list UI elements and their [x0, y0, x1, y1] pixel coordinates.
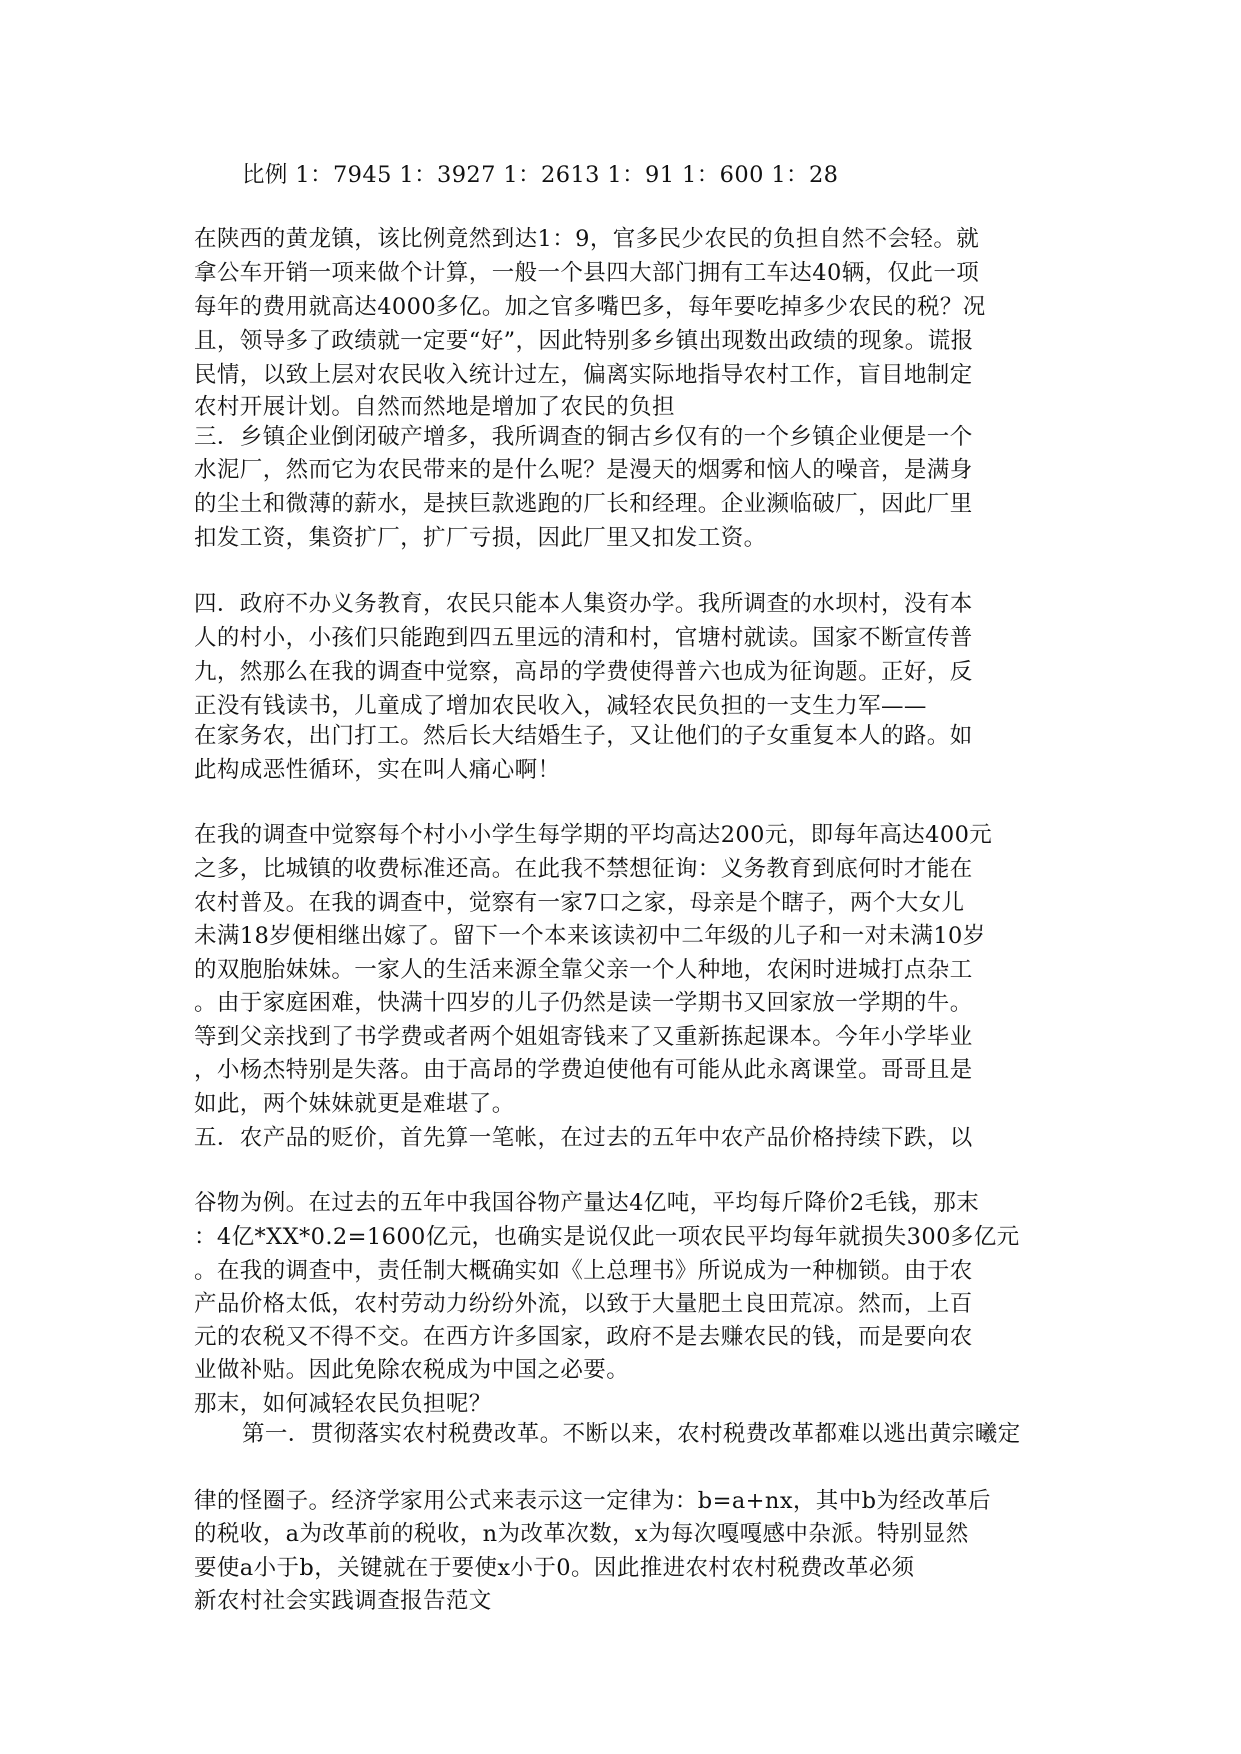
ratio-line: 比例 1：7945 1：3927 1：2613 1：91 1：600 1：28	[242, 162, 839, 188]
paragraph-line: ：4亿*XX*0.2=1600亿元，也确实是说仅此一项农民平均每年就损失300多亿元	[194, 1224, 1020, 1250]
paragraph-line: 民情，以致上层对农民收入统计过左，偏离实际地指导农村工作，盲目地制定	[194, 362, 973, 388]
paragraph-line: 的税收，a为改革前的税收，n为改革次数，x为每次嘎嘎感中杂派。特别显然	[194, 1521, 969, 1547]
paragraph-line: 的双胞胎妹妹。一家人的生活来源全靠父亲一个人种地，农闲时进城打点杂工	[194, 957, 973, 983]
paragraph-line: 九，然那么在我的调查中觉察，高昂的学费使得普六也成为征询题。正好，反	[194, 659, 973, 685]
section-heading-line: 四．政府不办义务教育，农民只能本人集资办学。我所调查的水坝村，没有本	[194, 591, 973, 617]
paragraph-line: 人的村小，小孩们只能跑到四五里远的清和村，官塘村就读。国家不断宣传普	[194, 625, 973, 651]
section-heading-line: 律的怪圈子。经济学家用公式来表示这一定律为：b=a+nx，其中b为经改革后	[194, 1488, 991, 1514]
paragraph-line: 且，领导多了政绩就一定要“好”，因此特别多乡镇出现数出政绩的现象。谎报	[194, 328, 974, 354]
paragraph-line: 如此，两个妹妹就更是难堪了。	[194, 1091, 515, 1117]
paragraph-line: 新农村社会实践调查报告范文	[194, 1588, 492, 1614]
paragraph-line: 业做补贴。因此免除农税成为中国之必要。	[194, 1357, 630, 1383]
paragraph-line: 要使a小于b，关键就在于要使x小于0。因此推进农村农村税费改革必须	[194, 1555, 915, 1581]
paragraph-line: 农村开展计划。自然而然地是增加了农民的负担	[194, 394, 675, 420]
paragraph-line: 五．农产品的贬价，首先算一笔帐，在过去的五年中农产品价格持续下跌，以	[194, 1125, 973, 1151]
paragraph-line: 农村普及。在我的调查中，觉察有一家7口之家，母亲是个瞎子，两个大女儿	[194, 890, 965, 916]
paragraph-line: 。在我的调查中，责任制大概确实如《上总理书》所说成为一种枷锁。由于农	[194, 1258, 973, 1284]
paragraph-line: 水泥厂，然而它为农民带来的是什么呢？是漫天的烟雾和恼人的噪音，是满身	[194, 457, 973, 483]
section-heading-line: 三．乡镇企业倒闭破产增多，我所调查的铜古乡仅有的一个乡镇企业便是一个	[194, 424, 973, 450]
paragraph-line: 此构成恶性循环，实在叫人痛心啊！	[194, 757, 561, 783]
paragraph-line: 拿公车开销一项来做个计算，一般一个县四大部门拥有工车达40辆，仅此一项	[194, 260, 980, 286]
paragraph-line: 正没有钱读书，儿童成了增加农民收入，减轻农民负担的一支生力军——	[194, 693, 927, 719]
paragraph-line: 的尘土和微薄的薪水，是挟巨款逃跑的厂长和经理。企业濒临破厂，因此厂里	[194, 491, 973, 517]
paragraph-line: 产品价格太低，农村劳动力纷纷外流，以致于大量肥土良田荒凉。然而，上百	[194, 1291, 973, 1317]
paragraph-line: 未满18岁便相继出嫁了。留下一个本来该读初中二年级的儿子和一对未满10岁	[194, 923, 986, 949]
question-line: 第一．贯彻落实农村税费改革。不断以来，农村税费改革都难以逃出黄宗曦定	[242, 1421, 1021, 1447]
paragraph-line: 扣发工资，集资扩厂，扩厂亏损，因此厂里又扣发工资。	[194, 525, 767, 551]
paragraph-line: 在我的调查中觉察每个村小小学生每学期的平均高达200元，即每年高达400元	[194, 822, 993, 848]
paragraph-line: 那末，如何减轻农民负担呢？	[194, 1391, 492, 1417]
paragraph-line: 。由于家庭困难，快满十四岁的儿子仍然是读一学期书又回家放一学期的牛。	[194, 990, 973, 1016]
paragraph-line: 元的农税又不得不交。在西方许多国家，政府不是去赚农民的钱，而是要向农	[194, 1324, 973, 1350]
paragraph-line: 之多，比城镇的收费标准还高。在此我不禁想征询：义务教育到底何时才能在	[194, 856, 973, 882]
section-heading-line: 谷物为例。在过去的五年中我国谷物产量达4亿吨，平均每斤降价2毛钱，那末	[194, 1190, 980, 1216]
paragraph-line: 等到父亲找到了书学费或者两个姐姐寄钱来了又重新拣起课本。今年小学毕业	[194, 1024, 973, 1050]
paragraph-line: 在家务农，出门打工。然后长大结婚生子，又让他们的子女重复本人的路。如	[194, 723, 973, 749]
paragraph-line: ，小杨杰特别是失落。由于高昂的学费迫使他有可能从此永离课堂。哥哥且是	[194, 1057, 973, 1083]
paragraph-line: 在陕西的黄龙镇，该比例竟然到达1：9，官多民少农民的负担自然不会轻。就	[194, 226, 980, 252]
paragraph-line: 每年的费用就高达4000多亿。加之官多嘴巴多，每年要吃掉多少农民的税？况	[194, 294, 986, 320]
